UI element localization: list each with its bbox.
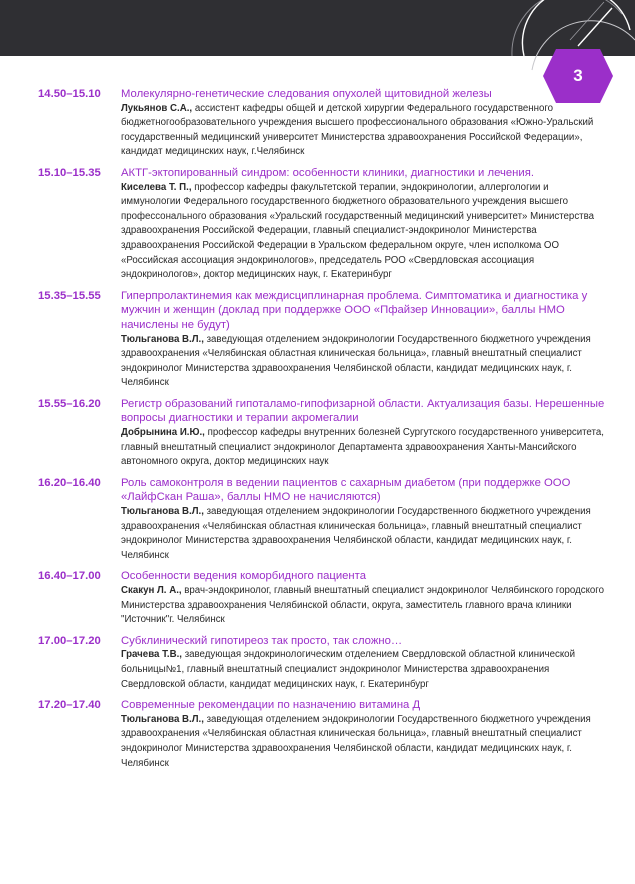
- program-entry: [38, 87, 608, 160]
- talk-note: (доклад при поддержке ООО «Пфайзер Инновации», баллы НМО начислены не будут): [121, 304, 565, 331]
- program-entry: [38, 698, 608, 771]
- program-entry: [38, 569, 608, 627]
- talk-title: [121, 166, 608, 181]
- talk-title: [121, 289, 608, 333]
- program-entry: [38, 166, 608, 283]
- speaker-affiliation: врач-эндокринолог, главный внештатный специалист эндокринолог Челябинского городского Министерства здравоохранения Челябинской области, округа, заместитель главного врача клиники "Источник"г. Челябинск: [121, 585, 605, 626]
- entry-time: 17.00–17.20: [38, 634, 101, 647]
- speaker-details: [121, 333, 608, 391]
- talk-note: (при поддержке ООО «ЛайфСкан Раша», баллы НМО не начисляются): [121, 476, 571, 504]
- entry-time: 16.40–17.00: [38, 570, 101, 583]
- program-entry: [38, 634, 608, 692]
- talk-title-text: Современные рекомендации по назначению витамина Д: [121, 699, 421, 712]
- speaker-details: [121, 648, 608, 692]
- talk-title: [121, 569, 608, 584]
- talk-title: [121, 698, 608, 713]
- program-entry: [38, 476, 608, 564]
- speaker-name: Грачева Т.В.,: [121, 649, 182, 661]
- entry-time: 17.20–17.40: [38, 699, 101, 712]
- speaker-details: [121, 426, 608, 470]
- entry-time: 16.20–16.40: [38, 476, 101, 489]
- talk-title-text: Субклинический гипотиреоз так просто, так сложно…: [121, 634, 403, 647]
- talk-title: [121, 634, 608, 649]
- talk-title: [121, 476, 608, 505]
- speaker-affiliation: профессор кафедры факультетской терапии, эндокринологии, аллергологии и иммунологии Федерального государственного бюджетного образовательного учреждения высшего профессонального образования «Уральский государственный медицинский университет» Министерства здравоохранения Российской Федерации, главный специалист-эндокринолог Министерства здравоохранения Российской Федерации в Уральском федеральном округе, член исполкома ОО «Российская ассоциация эндокринологов», председатель РОО «Свердловская ассоциация эндокринологов», доктор медицинских наук, г. Екатеринбург: [121, 181, 595, 281]
- speaker-details: [121, 505, 608, 563]
- speaker-affiliation: заведующая отделением эндокринологии Государственного бюджетного учреждения здравоохранения «Челябинская областная клиническая больница», главный внештатный специалист эндокринолог Министерства здравоохранения Челябинской области, кандидат медицинских наук, г. Челябинск: [121, 713, 591, 769]
- entry-content: [121, 569, 608, 627]
- speaker-details: [121, 102, 608, 160]
- talk-title: [121, 397, 608, 426]
- entry-content: [121, 289, 608, 391]
- entry-content: [121, 476, 608, 564]
- talk-title: [121, 87, 608, 102]
- speaker-affiliation: ассистент кафедры общей и детской хирургии Федерального государственного бюджетногообразовательного учреждения высшего профессионального образования «Южно-Уральский государственный медицинский университет Министерства здравоохранения Российской Федерации», кандидат медицинских наук, г.Челябинск: [121, 102, 594, 158]
- speaker-name: Киселева Т. П.,: [121, 181, 192, 193]
- entry-time: 15.55–16.20: [38, 397, 101, 410]
- talk-title-text: Роль самоконтроля в ведении пациентов с сахарным диабетом: [121, 476, 456, 489]
- page-number: 3: [573, 66, 583, 85]
- entry-time: 15.35–15.55: [38, 289, 101, 302]
- speaker-affiliation: заведующая отделением эндокринологии Государственного бюджетного учреждения здравоохранения «Челябинская областная клиническая больница», главный внештатный специалист эндокринолог Министерства здравоохранения Челябинской области, кандидат медицинских наук, г. Челябинск: [121, 333, 591, 389]
- speaker-details: [121, 181, 608, 283]
- entry-time: 15.10–15.35: [38, 166, 101, 179]
- entry-content: [121, 397, 608, 470]
- entry-content: [121, 634, 608, 692]
- talk-title-text: Молекулярно-генетические следования опухолей щитовидной железы: [121, 88, 492, 100]
- talk-title-text: Гиперпролактинемия как междисциплинарная проблема. Симптоматика и диагностика у мужчин и женщин: [121, 289, 588, 317]
- speaker-affiliation: заведующая эндокринологическим отделением Свердловской областной клинической больницы№1, главный внештатный специалист эндокринолог Министерства здравоохранения Свердловской области, кандидат медицинских наук, г. Екатеринбург: [121, 649, 575, 690]
- talk-title-text: Регистр образований гипоталамо-гипофизарной области. Актуализация базы. Нерешенные вопросы диагностики и терапии акромегалии: [121, 397, 605, 425]
- talk-title-text: АКТГ-эктопированный синдром: особенности клиники, диагностики и лечения.: [121, 166, 534, 179]
- entry-content: [121, 87, 608, 160]
- entry-content: [121, 166, 608, 283]
- speaker-affiliation: профессор кафедры внутренних болезней Сургутского государственного университета, главный внештатный специалист эндокринолог Департамента здравоохранения Ханты-Мансийского автономного округа, доктор медицинских наук: [121, 427, 604, 468]
- entry-content: [121, 698, 608, 771]
- speaker-name: Скакун Л. А.,: [121, 585, 182, 596]
- program-schedule: [38, 87, 608, 777]
- speaker-name: Тюльганова В.Л.,: [121, 333, 204, 345]
- speaker-affiliation: заведующая отделением эндокринологии Государственного бюджетного учреждения здравоохранения «Челябинская областная клиническая больница», главный внештатный специалист эндокринолог Министерства здравоохранения Челябинской области, кандидат медицинских наук, г. Челябинск: [121, 506, 591, 561]
- speaker-name: Тюльганова В.Л.,: [121, 713, 204, 725]
- speaker-name: Тюльганова В.Л.,: [121, 506, 204, 518]
- program-entry: [38, 289, 608, 391]
- speaker-details: [121, 584, 608, 628]
- talk-title-text: Особенности ведения коморбидного пациента: [121, 570, 366, 583]
- entry-time: 14.50–15.10: [38, 88, 101, 100]
- program-entry: [38, 397, 608, 470]
- speaker-name: Добрынина И.Ю.,: [121, 427, 205, 439]
- speaker-name: Лукьянов С.А.,: [121, 102, 193, 114]
- speaker-details: [121, 713, 608, 771]
